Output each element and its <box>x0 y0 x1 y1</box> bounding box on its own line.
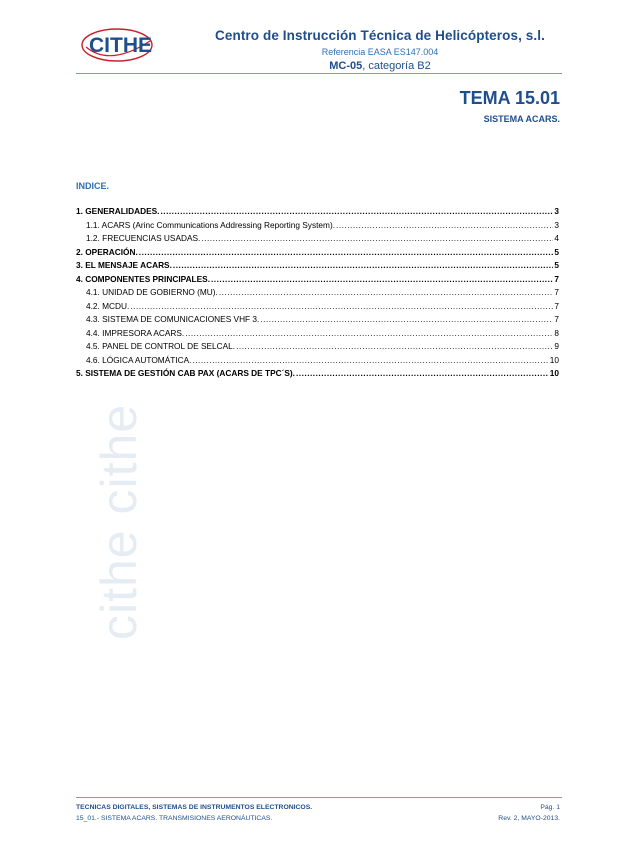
toc-leader-dots <box>173 259 553 273</box>
toc-entry-title: 4.4. IMPRESORA ACARS. <box>86 327 185 338</box>
institution-title: Centro de Instrucción Técnica de Helicópteros, s.l. <box>215 28 545 43</box>
toc-leader-dots <box>296 367 549 381</box>
footer-course-title: TECNICAS DIGITALES, SISTEMAS DE INSTRUMENTOS ELECTRONICOS. <box>76 804 313 811</box>
toc-leader-dots <box>260 313 553 327</box>
module-code: MC-05 <box>329 60 363 72</box>
toc-entry-page: 10 <box>549 354 559 365</box>
toc-entry[interactable] <box>76 232 559 246</box>
toc-leader-dots <box>185 327 553 341</box>
revision: Rev. 2, MAYO-2013. <box>498 815 560 822</box>
toc-entry-page: 3 <box>554 206 559 216</box>
toc-leader-dots <box>139 246 554 260</box>
toc-entry[interactable] <box>76 354 559 368</box>
header-divider <box>76 73 562 74</box>
toc-entry-page: 7 <box>554 287 559 297</box>
toc-entry-title: 3. EL MENSAJE ACARS. <box>76 260 172 270</box>
index-heading: INDICE. <box>76 181 110 191</box>
toc-entry-page: 7 <box>554 273 559 284</box>
toc-entry-title: 4.6. LÓGICA AUTOMÁTICA. <box>86 354 192 365</box>
toc-entry[interactable] <box>76 273 559 287</box>
toc-entry-title: 1. GENERALIDADES. <box>76 206 160 216</box>
toc-leader-dots <box>130 300 553 314</box>
footer-divider <box>76 797 562 798</box>
toc-entry-page: 5 <box>554 246 559 257</box>
toc-entry[interactable] <box>76 367 559 381</box>
module-line <box>200 60 560 72</box>
toc-entry-page: 7 <box>554 314 559 324</box>
tema-number: TEMA 15.01 <box>459 88 560 108</box>
toc-entry[interactable] <box>76 219 559 233</box>
toc-leader-dots <box>160 205 553 219</box>
table-of-contents <box>76 205 559 381</box>
toc-entry-page: 4 <box>554 233 559 243</box>
toc-entry-title: 2. OPERACIÓN. <box>76 246 138 257</box>
toc-entry-page: 9 <box>554 341 559 351</box>
toc-entry-title: 4.3. SISTEMA DE COMUNICACIONES VHF 3. <box>86 314 260 324</box>
toc-entry-title: 4.5. PANEL DE CONTROL DE SELCAL. <box>86 341 236 351</box>
toc-leader-dots <box>211 273 553 287</box>
toc-leader-dots <box>192 354 548 368</box>
toc-entry-page: 10 <box>549 368 559 378</box>
watermark: cithe cithe <box>91 403 147 640</box>
toc-entry[interactable] <box>76 300 559 314</box>
toc-entry-title: 4.2. MCDU. <box>86 300 130 311</box>
toc-entry[interactable] <box>76 313 559 327</box>
toc-entry[interactable] <box>76 205 559 219</box>
toc-entry-title: 4.1. UNIDAD DE GOBIERNO (MU). <box>86 287 218 297</box>
module-category: , categoría B2 <box>362 60 431 72</box>
footer-right <box>498 802 560 824</box>
tema-block <box>460 88 560 124</box>
toc-entry-title: 4. COMPONENTES PRINCIPALES. <box>76 273 210 284</box>
toc-entry-page: 8 <box>554 327 559 338</box>
toc-leader-dots <box>219 286 554 300</box>
toc-entry[interactable] <box>76 327 559 341</box>
toc-entry[interactable] <box>76 286 559 300</box>
toc-leader-dots <box>201 232 553 246</box>
toc-entry[interactable] <box>76 340 559 354</box>
toc-entry-title: 1.2. FRECUENCIAS USADAS. <box>86 233 201 243</box>
logo-text: CITHE <box>89 34 152 57</box>
toc-entry-title: 5. SISTEMA DE GESTIÓN CAB PAX (ACARS DE TPC´S). <box>76 368 295 378</box>
toc-entry-page: 3 <box>554 219 559 230</box>
toc-entry[interactable] <box>76 259 559 273</box>
easa-reference: Referencia EASA ES147.004 <box>321 47 439 57</box>
footer-left <box>76 802 312 824</box>
footer-document-title: 15_01.- SISTEMA ACARS. TRANSMISIONES AERONÁUTICAS. <box>76 815 273 822</box>
toc-entry-page: 5 <box>554 260 559 270</box>
cithe-logo <box>80 25 156 67</box>
page-number: Pág. 1 <box>540 804 560 811</box>
tema-subtitle: SISTEMA ACARS. <box>483 114 560 124</box>
toc-entry[interactable] <box>76 246 559 260</box>
toc-leader-dots <box>336 219 553 233</box>
page-header <box>200 28 560 72</box>
toc-entry-title: 1.1. ACARS (Arinc Communications Addressing Reporting System). <box>86 219 336 230</box>
toc-leader-dots <box>236 340 553 354</box>
toc-entry-page: 7 <box>554 300 559 311</box>
